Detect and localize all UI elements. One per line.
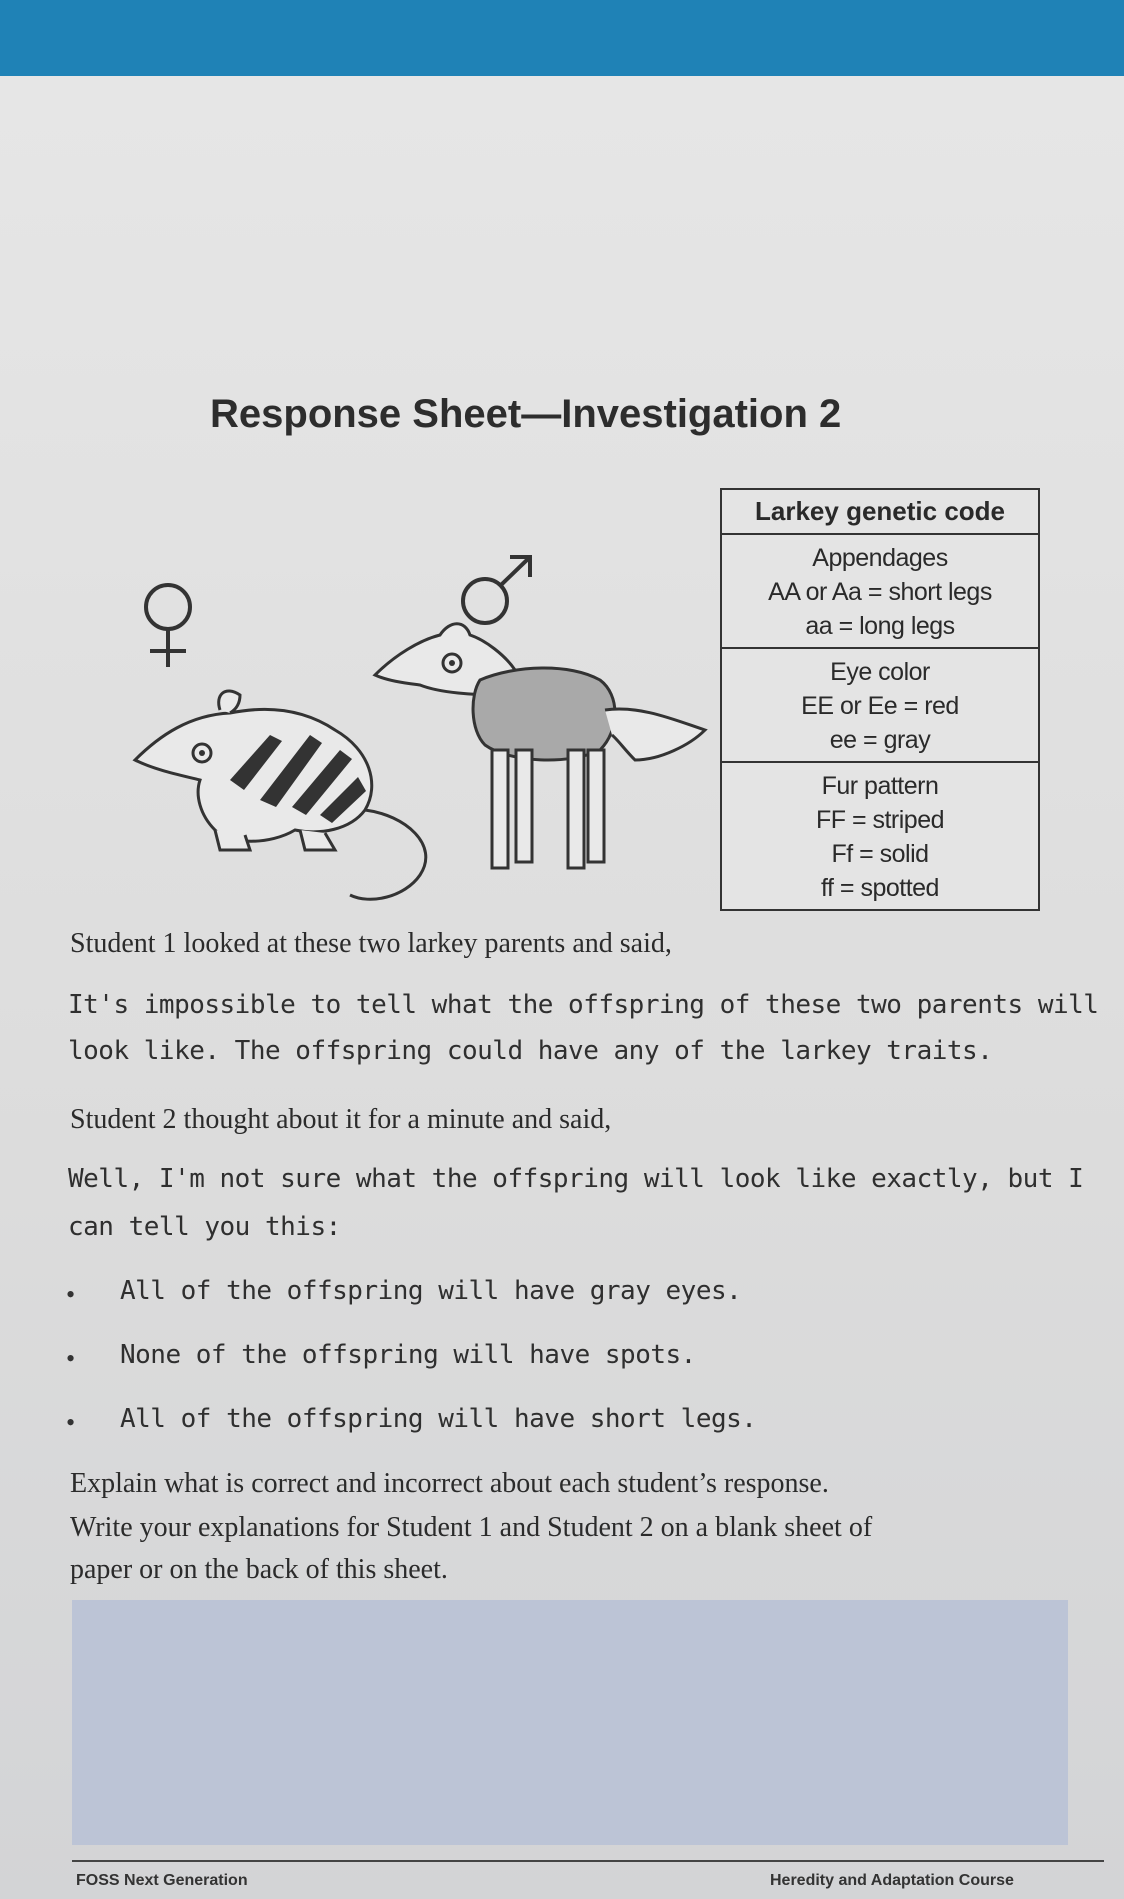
female-symbol-icon	[146, 585, 190, 667]
footer-rule	[72, 1860, 1104, 1862]
male-symbol-icon	[463, 557, 530, 623]
student2-bullet-item: None of the offspring will have spots.	[120, 1340, 696, 1370]
student2-bullet-item: All of the offspring will have gray eyes.	[120, 1276, 742, 1306]
student2-bullet-item: All of the offspring will have short legs.	[120, 1404, 757, 1434]
table-line: EE or Ee = red	[801, 692, 959, 720]
appendages-section	[722, 535, 1038, 649]
top-color-band	[0, 0, 1124, 76]
table-line: Ff = solid	[831, 840, 929, 868]
table-line: aa = long legs	[805, 612, 955, 640]
student1-quote-line: look like. The offspring could have any of the larkey traits.	[68, 1036, 993, 1066]
table-line: ff = spotted	[821, 874, 939, 902]
larkey-parents-illustration	[120, 545, 720, 925]
eye-color-section	[722, 649, 1038, 763]
student2-quote-line: can tell you this:	[68, 1212, 341, 1242]
student1-quote-line: It's impossible to tell what the offspring of these two parents will	[68, 990, 1099, 1020]
table-line: AA or Aa = short legs	[768, 578, 992, 606]
student2-quote-line: Well, I'm not sure what the offspring will look like exactly, but I	[68, 1164, 1084, 1194]
table-line: Eye color	[830, 658, 930, 686]
table-line: ee = gray	[829, 726, 931, 754]
shaded-answer-box	[72, 1600, 1068, 1845]
footer-right-text: Heredity and Adaptation Course	[770, 1872, 1014, 1889]
table-line: Fur pattern	[821, 772, 939, 800]
bullet-dot: •	[66, 1280, 76, 1309]
instruction-line: Write your explanations for Student 1 and Student 2 on a blank sheet of	[70, 1512, 873, 1543]
female-larkey-figure	[135, 691, 426, 899]
bullet-dot: •	[66, 1408, 76, 1437]
larkey-genetic-code-table	[720, 488, 1040, 911]
table-line: FF = striped	[815, 806, 945, 834]
instruction-line: paper or on the back of this sheet.	[70, 1554, 448, 1585]
page-title: Response Sheet—Investigation 2	[210, 392, 842, 436]
bullet-dot: •	[66, 1344, 76, 1373]
fur-pattern-section	[722, 763, 1038, 909]
student1-intro: Student 1 looked at these two larkey parents and said,	[70, 928, 672, 959]
table-heading: Larkey genetic code	[722, 490, 1038, 535]
instruction-line: Explain what is correct and incorrect about each student’s response.	[70, 1468, 829, 1499]
table-line: Appendages	[812, 544, 948, 572]
student2-intro: Student 2 thought about it for a minute and said,	[70, 1104, 612, 1135]
male-larkey-figure	[375, 624, 705, 868]
footer-left-text: FOSS Next Generation	[76, 1872, 248, 1889]
